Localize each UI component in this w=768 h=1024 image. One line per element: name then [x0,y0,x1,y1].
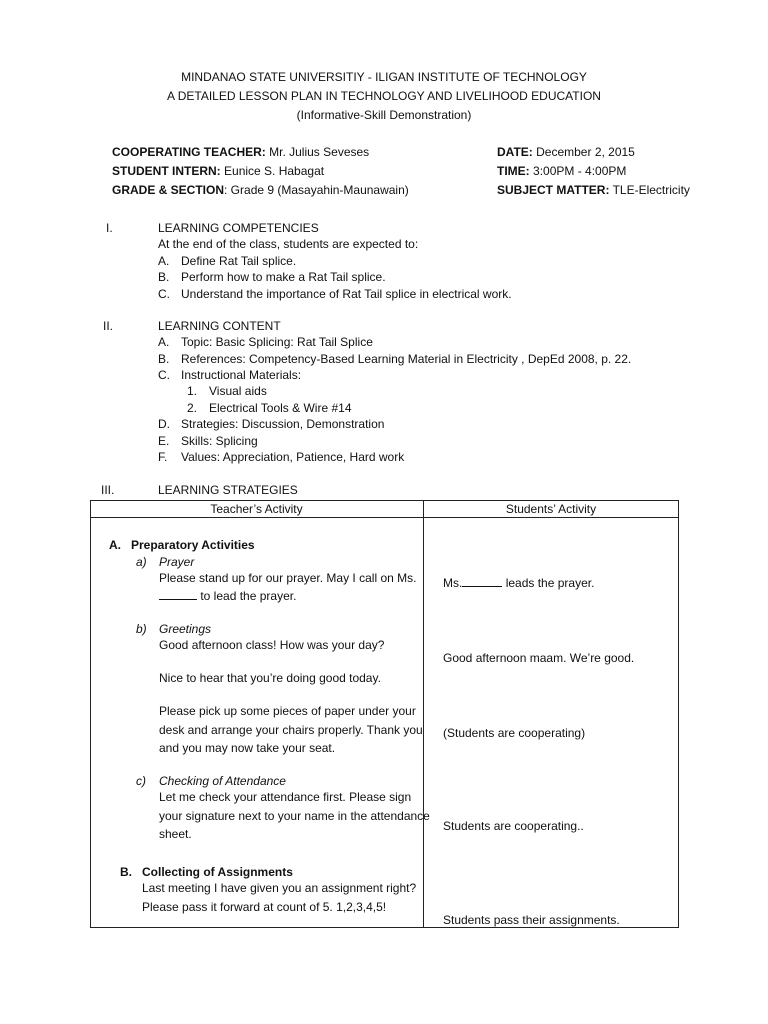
greetings-line: and you may now take your seat. [159,741,336,755]
list-item-marker: c) [136,774,146,788]
assignments-line: Last meeting I have given you an assignment right? [142,881,417,895]
list-item-marker: A. [109,538,121,552]
prayer-title: Prayer [159,555,195,569]
list-item-marker: D. [158,417,170,431]
section-numeral: III. [101,483,115,497]
student-response-cooperating: (Students are cooperating) [443,726,586,740]
section-numeral: II. [103,319,114,333]
list-item-marker: E. [158,434,170,448]
lesson-plan-type: (Informative-Skill Demonstration) [296,108,472,122]
assignments-title: Collecting of Assignments [142,865,293,879]
date-label: DATE: [497,145,533,159]
cooperating-teacher-label: COOPERATING TEACHER: [112,145,266,159]
prayer-line-2 [159,589,296,603]
student-response-assignments: Students pass their assignments. [443,913,620,927]
assignments-line: Please pass it forward at count of 5. 1,2,3,4,5! [142,900,387,914]
student-intern-value: Eunice S. Habagat [224,164,325,178]
attendance-line: Let me check your attendance first. Please sign [159,790,412,804]
section-heading: LEARNING STRATEGIES [158,483,298,497]
attendance-title: Checking of Attendance [159,774,286,788]
material-item: Visual aids [209,384,267,398]
student-response-prefix: Ms. [443,576,463,590]
list-item-marker: F. [158,450,168,464]
university-name: MINDANAO STATE UNIVERSITIY - ILIGAN INSTITUTE OF TECHNOLOGY [181,70,587,84]
time-row [497,164,626,178]
list-item-marker: A. [158,254,170,268]
student-intern-row [112,164,324,178]
list-item: Define Rat Tail splice. [181,254,297,268]
greetings-line: Nice to hear that you’re doing good today. [159,671,381,685]
content-references: References: Competency-Based Learning Material in Electricity , DepEd 2008, p. 22. [181,352,632,366]
student-response-prayer [443,576,594,590]
grade-section-value: : Grade 9 (Masayahin-Maunawain) [224,183,409,197]
section-numeral: I. [106,221,113,235]
student-response-greeting: Good afternoon maam. We’re good. [443,651,635,665]
name-blank [159,589,197,600]
list-item-marker: B. [158,270,170,284]
header-divider [91,517,678,518]
grade-section-label: GRADE & SECTION [112,183,225,197]
grade-section-row [112,183,409,197]
student-response-attendance: Students are cooperating.. [443,819,584,833]
section-heading: LEARNING COMPETENCIES [158,221,319,235]
list-item-marker: b) [136,622,147,636]
material-item: Electrical Tools & Wire #14 [209,401,352,415]
list-item-marker: B. [120,865,132,879]
greetings-title: Greetings [159,622,212,636]
greetings-line: Good afternoon class! How was your day? [159,638,385,652]
list-item-marker: C. [158,368,170,382]
content-values: Values: Appreciation, Patience, Hard work [181,450,405,464]
preparatory-activities-title: Preparatory Activities [131,538,255,552]
subject-matter-label: SUBJECT MATTER: [497,183,610,197]
list-item: Perform how to make a Rat Tail splice. [181,270,386,284]
subject-matter-row [497,183,690,197]
time-label: TIME: [497,164,530,178]
list-item-marker: 2. [187,401,198,415]
greetings-line: Please pick up some pieces of paper under your [159,704,416,718]
content-materials: Instructional Materials: [181,368,302,382]
cooperating-teacher-value: Mr. Julius Seveses [269,145,370,159]
time-value: 3:00PM - 4:00PM [533,164,627,178]
list-item-marker: C. [158,287,170,301]
column-header-teacher: Teacher’s Activity [210,502,303,516]
subject-matter-value: TLE-Electricity [612,183,690,197]
name-blank [462,576,502,587]
column-divider [423,501,424,927]
prayer-line: Please stand up for our prayer. May I call on Ms. [159,571,417,585]
cooperating-teacher-row [112,145,369,159]
list-item-marker: B. [158,352,170,366]
date-row [497,145,635,159]
content-skills: Skills: Splicing [181,434,258,448]
content-strategies: Strategies: Discussion, Demonstration [181,417,385,431]
student-response-text: leads the prayer. [505,576,595,590]
list-item-marker: a) [136,555,147,569]
prayer-line-text: to lead the prayer. [200,589,297,603]
attendance-line: sheet. [159,827,192,841]
list-item-marker: 1. [187,384,198,398]
greetings-line: desk and arrange your chairs properly. Thank you [159,723,423,737]
competencies-intro: At the end of the class, students are expected to: [158,237,419,251]
list-item: Understand the importance of Rat Tail splice in electrical work. [181,287,512,301]
section-heading: LEARNING CONTENT [158,319,281,333]
content-topic: Topic: Basic Splicing: Rat Tail Splice [181,335,373,349]
column-header-students: Students’ Activity [505,502,597,516]
date-value: December 2, 2015 [536,145,635,159]
student-intern-label: STUDENT INTERN: [112,164,221,178]
attendance-line: your signature next to your name in the attendance [159,809,430,823]
lesson-plan-title: A DETAILED LESSON PLAN IN TECHNOLOGY AND LIVELIHOOD EDUCATION [167,89,601,103]
list-item-marker: A. [158,335,170,349]
